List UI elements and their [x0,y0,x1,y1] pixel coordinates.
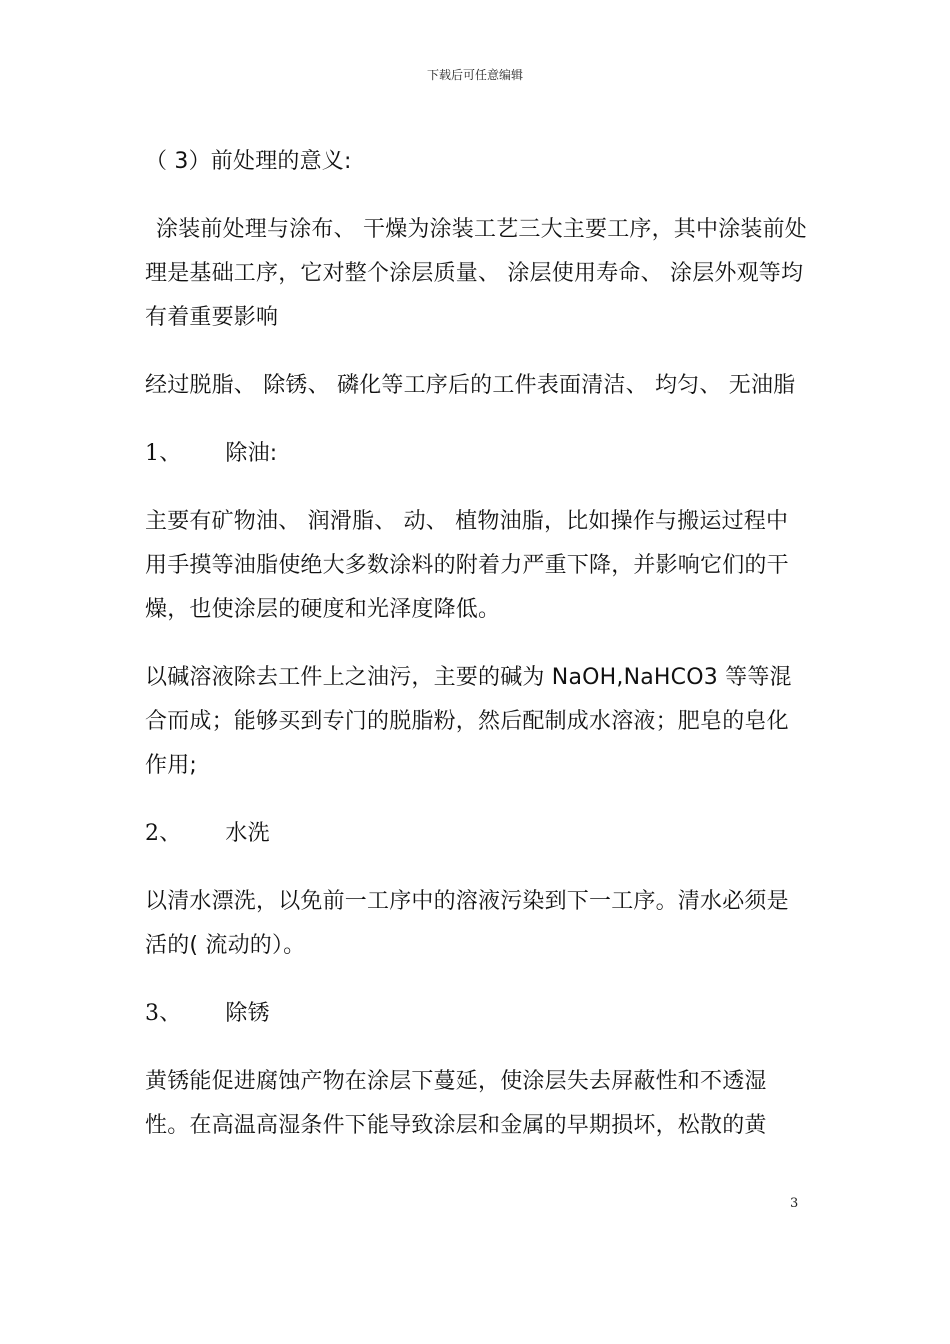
step-title: 水洗 [225,821,270,846]
document-body [145,140,810,1172]
step-title: 除油: [225,441,278,466]
paragraph-rinse: 以清水漂洗，以免前一工序中的溶液污染到下一工序。清水必须是活的( 流动的）。 [145,889,789,958]
page-header: 下载后可任意编辑 [426,68,523,82]
step-number: 2、 [145,821,182,846]
step-heading-degrease [145,432,810,476]
step-title: 除锈 [225,1001,270,1026]
paragraph-summary: 经过脱脂、 除锈、 磷化等工序后的工件表面清洁、 均匀、 无油脂 [145,373,796,398]
step-number: 1、 [145,441,182,466]
step-number: 3、 [145,1001,182,1026]
section-title: （ 3）前处理的意义: [145,149,352,174]
paragraph-degrease-2: 以碱溶液除去工件上之油污，主要的碱为 NaOH,NaHCO3 等等混合而成；能够买到专门的脱脂粉，然后配制成水溶液；肥皂的皂化作用; [145,665,792,778]
step-heading-derust [145,992,810,1036]
paragraph-derust: 黄锈能促进腐蚀产物在涂层下蔓延，使涂层失去屏蔽性和不透湿性。在高温高湿条件下能导致涂层和金属的早期损坏，松散的黄 [145,1069,767,1138]
step-heading-rinse [145,812,810,856]
page-number: 3 [790,1196,799,1211]
paragraph-degrease-1: 主要有矿物油、 润滑脂、 动、 植物油脂，比如操作与搬运过程中用手摸等油脂使绝大多数涂料的附着力严重下降，并影响它们的干燥，也使涂层的硬度和光泽度降低。 [145,509,789,622]
paragraph-intro: 涂装前处理与涂布、 干燥为涂装工艺三大主要工序，其中涂装前处理是基础工序，它对整个涂层质量、 涂层使用寿命、 涂层外观等均有着重要影响 [145,217,807,330]
